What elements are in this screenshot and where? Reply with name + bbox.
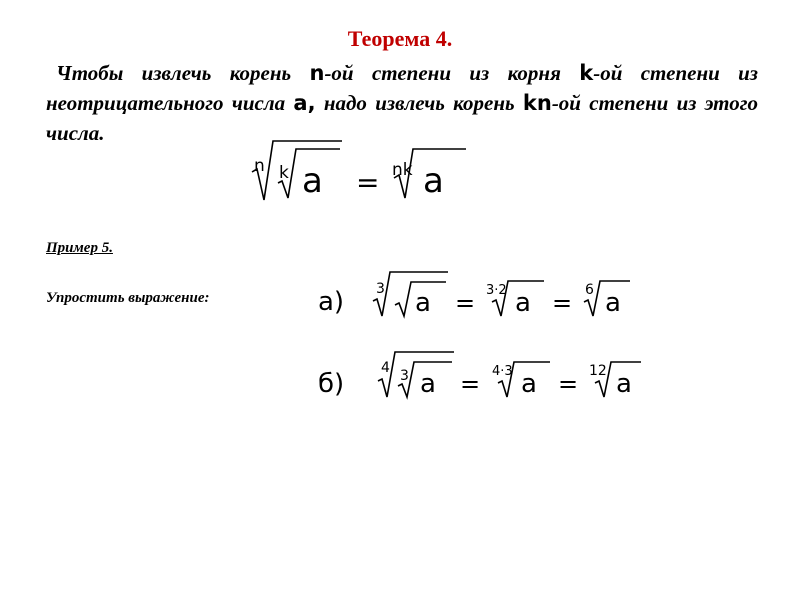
example-b-index-2: 4·3 [492, 364, 513, 379]
inner-index: k [279, 163, 289, 183]
example-b-equals-1: = [460, 370, 481, 398]
example-a-label: а) [318, 287, 345, 317]
theorem-text-1: Чтобы извлечь корень [56, 61, 310, 85]
example-b-outer-index: 4 [381, 360, 390, 376]
example-b-equals-2: = [558, 370, 579, 398]
example-b-radicand-2: a [521, 369, 537, 399]
outer-radical-sign [252, 141, 342, 200]
var-n: n [309, 61, 325, 85]
var-a: a, [293, 91, 316, 115]
example-a [318, 272, 630, 318]
example-b-label: б) [318, 369, 345, 399]
main-formula [252, 141, 466, 201]
example-b-index-3: 12 [589, 363, 607, 379]
example-a-index-2: 3·2 [486, 283, 507, 298]
example-b-radicand: a [420, 369, 436, 399]
example-a-radicand-3: a [605, 288, 621, 318]
example-label: Пример 5. [46, 240, 113, 256]
example-b-inner-index: 3 [400, 368, 409, 384]
example-a-radicand: a [415, 288, 431, 318]
result-index: nk [392, 160, 413, 180]
radicand: a [302, 161, 323, 201]
example-a-radicand-2: a [515, 288, 531, 318]
task-text: Упростить выражение: [46, 290, 210, 306]
theorem-title: Теорема 4. [347, 26, 453, 51]
example-a-outer-index: 3 [376, 281, 385, 297]
theorem-text-5: -ой степени из этого числа. [46, 91, 758, 145]
example-a-equals-1: = [455, 289, 476, 317]
theorem-text-2: -ой степени из корня [324, 61, 580, 85]
example-a-index-3: 6 [585, 282, 594, 298]
example-b [318, 352, 641, 399]
example-a-equals-2: = [552, 289, 573, 317]
result-radicand: a [423, 161, 444, 201]
outer-index: n [254, 156, 265, 176]
equals-sign: = [356, 166, 380, 199]
theorem-text-4: надо извлечь корень [315, 91, 523, 115]
var-kn: kn [522, 91, 552, 115]
theorem-text-3: -ой степени из неотрицательного числа [46, 61, 758, 115]
example-b-radicand-3: a [616, 369, 632, 399]
var-k: k [579, 61, 594, 85]
